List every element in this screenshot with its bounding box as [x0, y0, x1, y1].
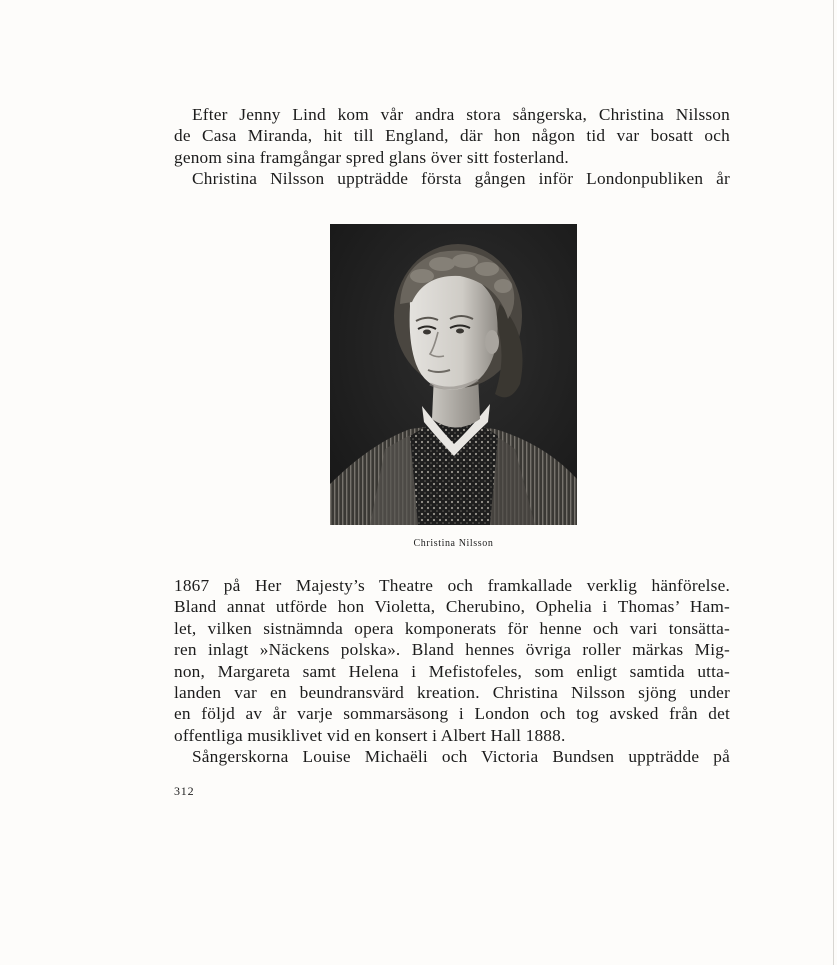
page-number: 312: [174, 784, 195, 798]
text-line: Christina Nilsson uppträdde första gången inför Londonpubliken år: [192, 169, 730, 189]
figure-caption: Christina Nilsson: [413, 538, 494, 549]
text-line: Efter Jenny Lind kom vår andra stora sångerska, Christina Nilsson: [192, 105, 730, 124]
text-line: de Casa Miranda, hit till England, där hon någon tid var bosatt och: [174, 126, 730, 146]
text-line: genom sina framgångar spred glans över sitt fosterland.: [174, 147, 569, 167]
text-line: Bland annat utförde hon Violetta, Cherubino, Ophelia i Thomas’ Ham-: [174, 597, 730, 617]
paragraph-1: [174, 104, 730, 190]
text-line: non, Margareta samt Helena i Mefistofeles, som enligt samtida utta-: [174, 661, 730, 681]
portrait-photo: [330, 224, 577, 525]
text-line: offentliga musiklivet vid en konsert i Albert Hall 1888.: [174, 725, 566, 745]
text-line: let, vilken sistnämnda opera komponerats för henne och vari tonsätta-: [174, 618, 730, 638]
text-line: landen var en beundransvärd kreation. Christina Nilsson sjöng under: [174, 683, 730, 703]
paragraph-2: [174, 575, 730, 768]
text-line: 1867 på Her Majesty’s Theatre och framkallade verklig hänförelse.: [174, 576, 730, 595]
text-line: ren inlagt »Näckens polska». Bland hennes övriga roller märkas Mig-: [174, 640, 730, 660]
text-line: Sångerskorna Louise Michaëli och Victoria Bundsen uppträdde på: [192, 747, 730, 767]
text-line: en följd av år varje sommarsäsong i London och tog avsked från det: [174, 704, 730, 724]
page-edge: [833, 0, 834, 965]
